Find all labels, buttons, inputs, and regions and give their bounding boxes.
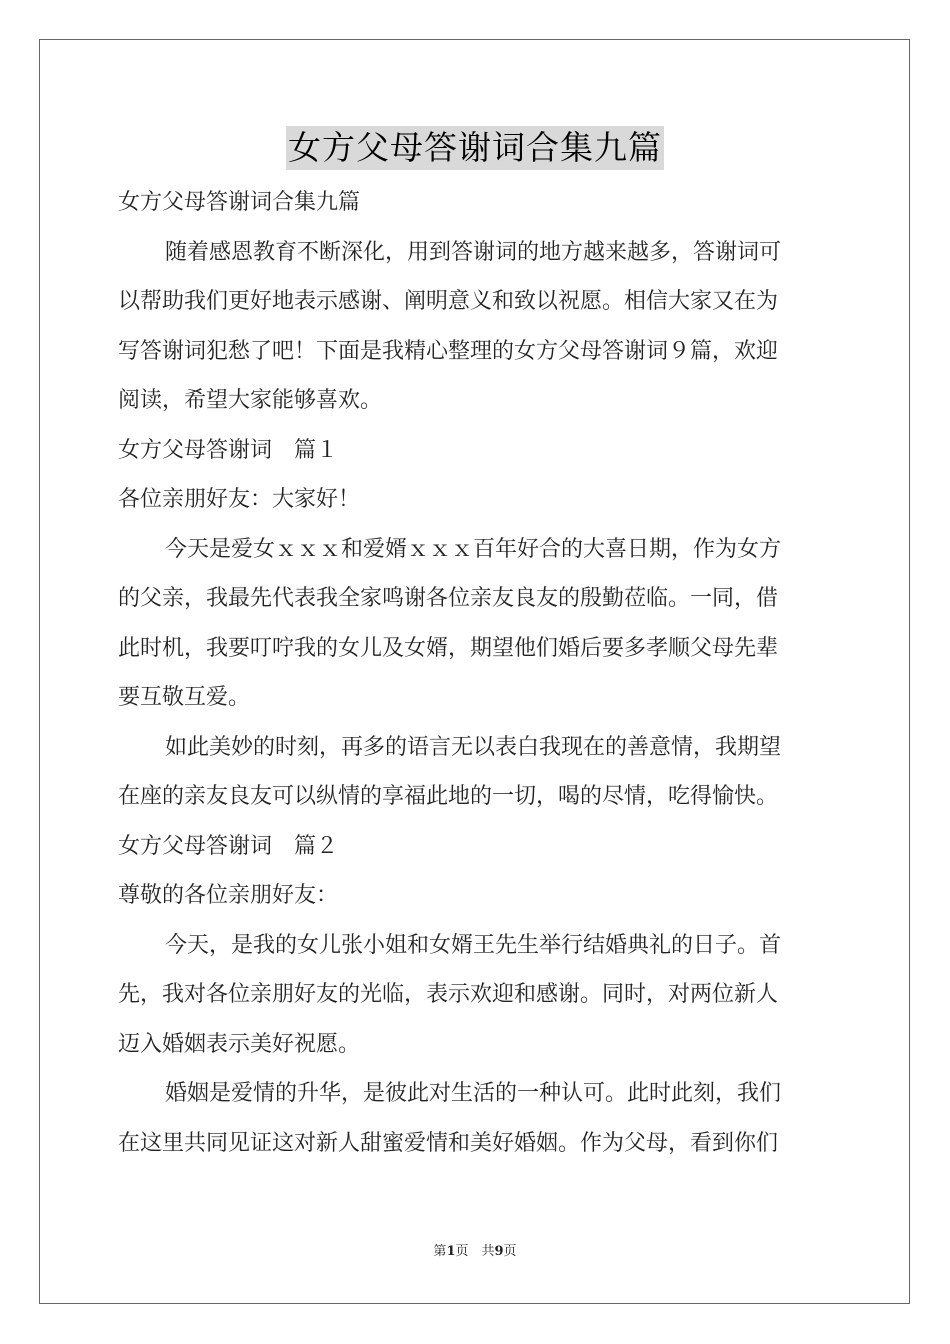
text-line: 在这里共同见证这对新人甜蜜爱情和美好婚姻。作为父母，看到你们 <box>118 1130 779 1156</box>
text-line: 以帮助我们更好地表示感谢、阐明意义和致以祝愿。相信大家又在为 <box>118 289 779 314</box>
text-line: 的父亲，我最先代表我全家鸣谢各位亲友良友的殷勤莅临。一同，借 <box>118 586 779 611</box>
text-line: 阅读，希望大家能够喜欢。 <box>118 388 383 413</box>
page-footer <box>0 1240 950 1259</box>
text-line: 女方父母答谢词 篇２ <box>118 833 339 859</box>
text-line: 婚姻是爱情的升华，是彼此对生活的一种认可。此时此刻，我们 <box>165 1081 782 1106</box>
text-line: 此时机，我要叮咛我的女儿及女婿，期望他们婚后要多孝顺父母先辈 <box>118 635 779 661</box>
text-line: 先，我对各位亲朋好友的光临，表示欢迎和感谢。同时，对两位新人 <box>118 982 779 1007</box>
text-line: 写答谢词犯愁了吧！下面是我精心整理的女方父母答谢词９篇，欢迎 <box>118 338 779 364</box>
text-line: 女方父母答谢词合集九篇 <box>118 190 361 215</box>
text-line: 迈入婚姻表示美好祝愿。 <box>118 1031 361 1057</box>
text-line: 如此美妙的时刻，再多的语言无以表白我现在的善意情，我期望 <box>165 734 782 760</box>
text-line: 随着感恩教育不断深化，用到答谢词的地方越来越多，答谢词可 <box>165 239 782 265</box>
footer-total-pages: 9 <box>494 1244 504 1259</box>
footer-suffix: 页 <box>503 1244 517 1259</box>
footer-prefix: 第 <box>433 1244 447 1259</box>
document-body <box>118 178 834 1168</box>
footer-page-number: 1 <box>446 1244 456 1259</box>
text-line: 各位亲朋好友：大家好！ <box>118 487 361 512</box>
text-line: 尊敬的各位亲朋好友： <box>118 883 339 908</box>
text-line: 女方父母答谢词 篇１ <box>118 437 339 463</box>
footer-mid: 页 共 <box>455 1244 495 1259</box>
text-line: 要互敬互爱。 <box>118 685 251 710</box>
text-line: 今天，是我的女儿张小姐和女婿王先生举行结婚典礼的日子。首 <box>165 932 782 958</box>
title-container <box>0 126 950 170</box>
text-line: 在座的亲友良友可以纵情的享福此地的一切，喝的尽情，吃得愉快。 <box>118 784 779 809</box>
text-line: 今天是爱女ｘｘｘ和爱婿ｘｘｘ百年好合的大喜日期，作为女方 <box>165 536 782 562</box>
document-title: 女方父母答谢词合集九篇 <box>286 126 664 170</box>
